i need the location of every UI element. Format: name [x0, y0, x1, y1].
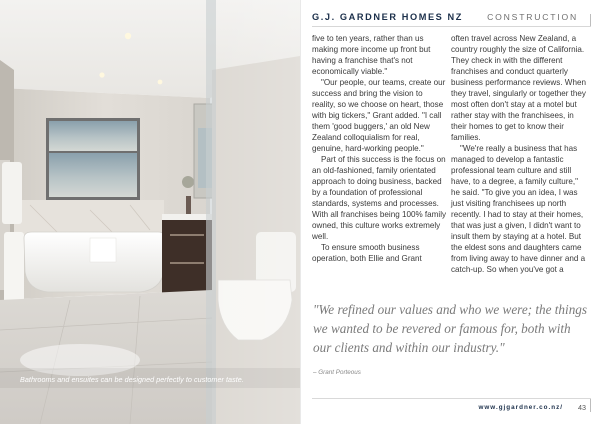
- vase: [186, 196, 191, 216]
- quote-attribution: – Grant Porteous: [313, 369, 361, 376]
- downlight: [158, 80, 163, 85]
- text-page: [301, 0, 600, 424]
- body-paragraph: "We're really a business that has managed to develop a fantastic professional team culture and still have, to a degree, a family culture," he said. "To give you an idea, I was just visiting franchisees up north recently. I had to stay at their homes, that was just a given, I didn't want to insult them by staying at a hotel. But the eldest sons and daughters came from living away to have dinner and a catch-up. So when you've got a: [451, 144, 586, 275]
- downlight: [99, 72, 104, 77]
- vanity-top: [162, 214, 212, 220]
- footer-url[interactable]: www.gjgardner.co.nz/: [478, 404, 563, 411]
- window-pane: [49, 121, 137, 151]
- footer-rule: [312, 398, 591, 399]
- body-column-left: [312, 33, 447, 264]
- section-label: CONSTRUCTION: [487, 12, 578, 22]
- body-paragraph: "Our people, our teams, create our success and bring the vision to reality, so we choose on heart, those with big tickers," Grant added. "I call them 'good buggers,' an old New Zealand colloquialism for real, genuine, hard-working people.": [312, 78, 446, 154]
- body-column-right: [451, 33, 589, 275]
- hand-towel: [90, 238, 116, 262]
- footer-divider: [590, 399, 591, 412]
- page-number: 43: [578, 403, 586, 412]
- body-paragraph: Part of this success is the focus on an old-fashioned, family orientated approach to doing business, backed by a foundation of professional standards, systems and processes. With all franchises being 100% family owned, this culture works extremely well.: [312, 155, 447, 242]
- vanity-cabinet: [162, 220, 212, 300]
- downlight: [125, 33, 131, 39]
- brand-header: G.J. GARDNER HOMES NZ: [312, 12, 464, 22]
- header-rule: [312, 26, 591, 27]
- towel: [2, 162, 22, 224]
- body-paragraph: often travel across New Zealand, a country roughly the size of California. They check in with the different franchises and conduct quarterly business performance reviews. When they travel, singularly or together they most often don't stay at a motel but rather stay with the franchisees, in their homes to get to know their families.: [451, 34, 586, 143]
- photo-caption: Bathrooms and ensuites can be designed perfectly to customer taste.: [20, 375, 244, 384]
- shower-glass: [216, 0, 300, 424]
- body-paragraph: To ensure smooth business operation, both Ellie and Grant: [312, 243, 422, 264]
- body-paragraph: five to ten years, rather than us making more income up front but having a franchise that's not economically viable.": [312, 34, 431, 77]
- window-pane: [49, 153, 137, 197]
- pull-quote: "We refined our values and who we were; the things we wanted to be revered or famous for, both with our clients and within our industry.": [313, 302, 588, 356]
- shower-glass-edge: [206, 0, 216, 424]
